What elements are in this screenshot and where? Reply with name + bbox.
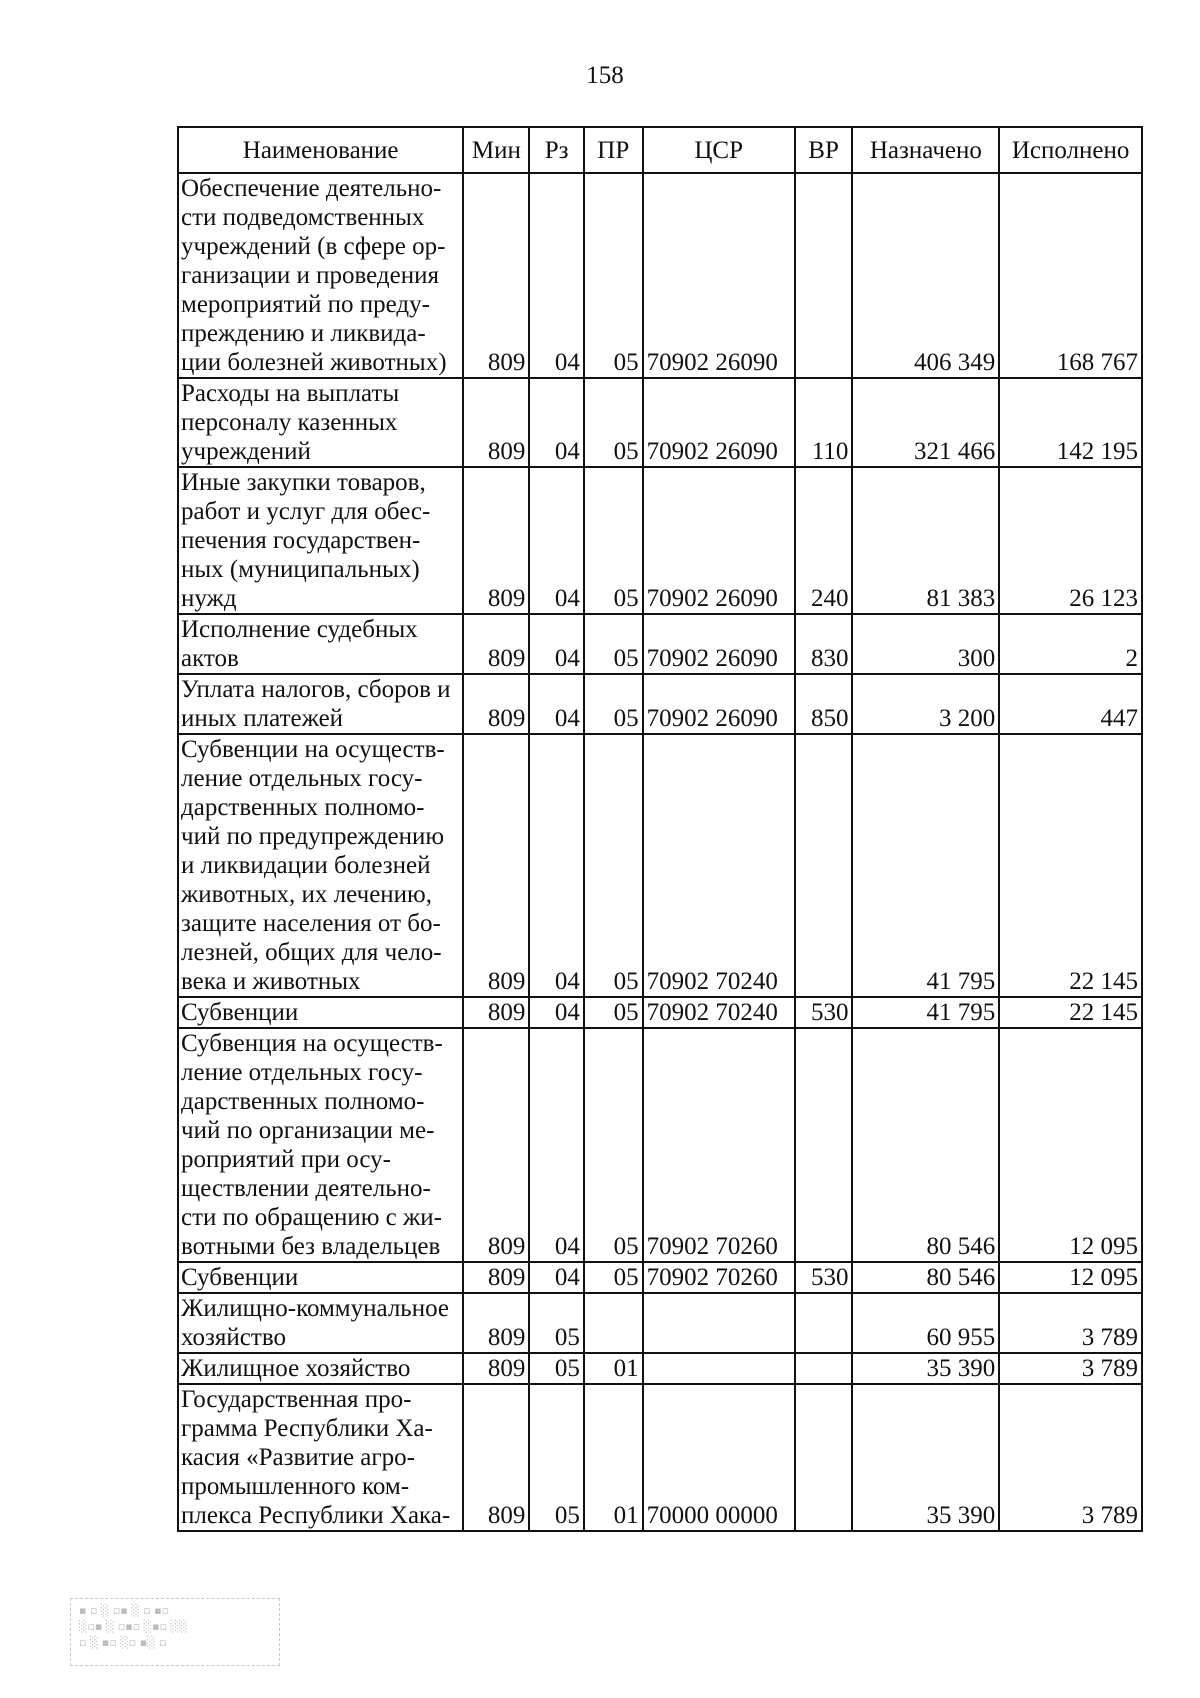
cell-pr: 05 — [584, 467, 643, 614]
cell-executed: 3 789 — [999, 1293, 1142, 1353]
cell-csr — [643, 1353, 795, 1384]
cell-executed: 12 095 — [999, 1262, 1142, 1293]
cell-csr: 70902 26090 — [643, 467, 795, 614]
cell-vr: 850 — [795, 674, 853, 734]
cell-csr: 70902 70240 — [643, 734, 795, 997]
cell-vr — [795, 173, 853, 378]
cell-min: 809 — [463, 467, 529, 614]
header-name: Наименование — [178, 127, 463, 173]
table-row — [178, 467, 1142, 614]
cell-min: 809 — [463, 1028, 529, 1262]
cell-assigned: 41 795 — [852, 734, 999, 997]
cell-executed: 12 095 — [999, 1028, 1142, 1262]
cell-csr: 70902 26090 — [643, 378, 795, 467]
cell-name: Расходы на выплаты персоналу казенных учреждений — [178, 378, 463, 467]
cell-pr: 05 — [584, 614, 643, 674]
table-row — [178, 378, 1142, 467]
cell-executed: 447 — [999, 674, 1142, 734]
cell-rz: 05 — [529, 1384, 584, 1531]
cell-vr — [795, 734, 853, 997]
cell-csr: 70902 26090 — [643, 674, 795, 734]
cell-csr: 70902 26090 — [643, 614, 795, 674]
cell-executed: 22 145 — [999, 997, 1142, 1028]
cell-executed: 142 195 — [999, 378, 1142, 467]
cell-pr: 01 — [584, 1353, 643, 1384]
cell-assigned: 300 — [852, 614, 999, 674]
cell-vr: 110 — [795, 378, 853, 467]
cell-executed: 22 145 — [999, 734, 1142, 997]
cell-executed: 2 — [999, 614, 1142, 674]
cell-csr: 70902 70260 — [643, 1028, 795, 1262]
cell-csr: 70902 26090 — [643, 173, 795, 378]
header-csr: ЦСР — [643, 127, 795, 173]
cell-pr: 01 — [584, 1384, 643, 1531]
cell-csr: 70902 70260 — [643, 1262, 795, 1293]
cell-vr — [795, 1028, 853, 1262]
cell-assigned: 80 546 — [852, 1028, 999, 1262]
header-pr: ПР — [584, 127, 643, 173]
table-row — [178, 1353, 1142, 1384]
archive-stamp: ▪ ▫ ░ ▫▪ ░ ▫ ▪▫ ░▫▪ ░ ▫▪▫ ░▪▫ ░░ ▫ ░ ▪▫ ░▫ ▪░ ▫ — [70, 1598, 280, 1666]
cell-pr: 05 — [584, 997, 643, 1028]
cell-vr: 530 — [795, 1262, 853, 1293]
cell-pr: 05 — [584, 1262, 643, 1293]
cell-executed: 3 789 — [999, 1384, 1142, 1531]
cell-assigned: 80 546 — [852, 1262, 999, 1293]
header-executed: Исполнено — [999, 127, 1142, 173]
cell-rz: 04 — [529, 378, 584, 467]
cell-name: Субвенции — [178, 1262, 463, 1293]
cell-rz: 05 — [529, 1353, 584, 1384]
cell-name: Субвенции на осуществ- ление отдельных госу- дарственных полномо- чий по предупреждению и ликвидации болезней животных, их лечению, защите населения от бо- лезней, общих для чело- века и животных — [178, 734, 463, 997]
cell-pr — [584, 1293, 643, 1353]
table-row — [178, 734, 1142, 997]
cell-pr: 05 — [584, 674, 643, 734]
table-row — [178, 1262, 1142, 1293]
cell-vr — [795, 1293, 853, 1353]
cell-vr: 530 — [795, 997, 853, 1028]
cell-name: Государственная про- грамма Республики Ха- касия «Развитие агро- промышленного ком- плекса Республики Хака- — [178, 1384, 463, 1531]
table-row — [178, 997, 1142, 1028]
cell-pr: 05 — [584, 1028, 643, 1262]
table-row — [178, 1384, 1142, 1531]
cell-min: 809 — [463, 997, 529, 1028]
header-vr: ВР — [795, 127, 853, 173]
budget-table — [177, 126, 1143, 1532]
cell-vr: 240 — [795, 467, 853, 614]
cell-min: 809 — [463, 674, 529, 734]
cell-rz: 05 — [529, 1293, 584, 1353]
cell-rz: 04 — [529, 734, 584, 997]
cell-assigned: 321 466 — [852, 378, 999, 467]
cell-executed: 3 789 — [999, 1353, 1142, 1384]
cell-executed: 168 767 — [999, 173, 1142, 378]
cell-executed: 26 123 — [999, 467, 1142, 614]
cell-min: 809 — [463, 1293, 529, 1353]
cell-rz: 04 — [529, 467, 584, 614]
cell-min: 809 — [463, 1262, 529, 1293]
page-number: 158 — [586, 62, 624, 89]
table-header-row — [178, 127, 1142, 173]
table-row — [178, 614, 1142, 674]
cell-rz: 04 — [529, 614, 584, 674]
cell-name: Уплата налогов, сборов и иных платежей — [178, 674, 463, 734]
cell-vr — [795, 1384, 853, 1531]
cell-rz: 04 — [529, 1028, 584, 1262]
cell-vr — [795, 1353, 853, 1384]
cell-csr: 70902 70240 — [643, 997, 795, 1028]
cell-csr — [643, 1293, 795, 1353]
cell-pr: 05 — [584, 734, 643, 997]
cell-min: 809 — [463, 734, 529, 997]
cell-name: Обеспечение деятельно- сти подведомственных учреждений (в сфере ор- ганизации и проведения мероприятий по преду- преждению и ликвида- ции болезней животных) — [178, 173, 463, 378]
cell-name: Исполнение судебных актов — [178, 614, 463, 674]
cell-min: 809 — [463, 378, 529, 467]
cell-min: 809 — [463, 1384, 529, 1531]
cell-rz: 04 — [529, 173, 584, 378]
cell-rz: 04 — [529, 674, 584, 734]
header-rz: Рз — [529, 127, 584, 173]
cell-rz: 04 — [529, 1262, 584, 1293]
cell-name: Жилищно-коммунальное хозяйство — [178, 1293, 463, 1353]
cell-assigned: 60 955 — [852, 1293, 999, 1353]
header-min: Мин — [463, 127, 529, 173]
table-row — [178, 1028, 1142, 1262]
cell-min: 809 — [463, 173, 529, 378]
cell-pr: 05 — [584, 173, 643, 378]
cell-assigned: 35 390 — [852, 1384, 999, 1531]
cell-min: 809 — [463, 614, 529, 674]
cell-vr: 830 — [795, 614, 853, 674]
cell-name: Субвенции — [178, 997, 463, 1028]
cell-csr: 70000 00000 — [643, 1384, 795, 1531]
cell-assigned: 81 383 — [852, 467, 999, 614]
cell-rz: 04 — [529, 997, 584, 1028]
cell-min: 809 — [463, 1353, 529, 1384]
cell-pr: 05 — [584, 378, 643, 467]
table-row — [178, 674, 1142, 734]
cell-assigned: 406 349 — [852, 173, 999, 378]
cell-assigned: 41 795 — [852, 997, 999, 1028]
header-assigned: Назначено — [852, 127, 999, 173]
table-row — [178, 1293, 1142, 1353]
cell-name: Иные закупки товаров, работ и услуг для обес- печения государствен- ных (муниципальных) нужд — [178, 467, 463, 614]
cell-name: Жилищное хозяйство — [178, 1353, 463, 1384]
cell-assigned: 3 200 — [852, 674, 999, 734]
table-row — [178, 173, 1142, 378]
cell-name: Субвенция на осуществ- ление отдельных госу- дарственных полномо- чий по организации ме- роприятий при осу- ществлении деятельно- сти по обращению с жи- вотными без владельцев — [178, 1028, 463, 1262]
cell-assigned: 35 390 — [852, 1353, 999, 1384]
